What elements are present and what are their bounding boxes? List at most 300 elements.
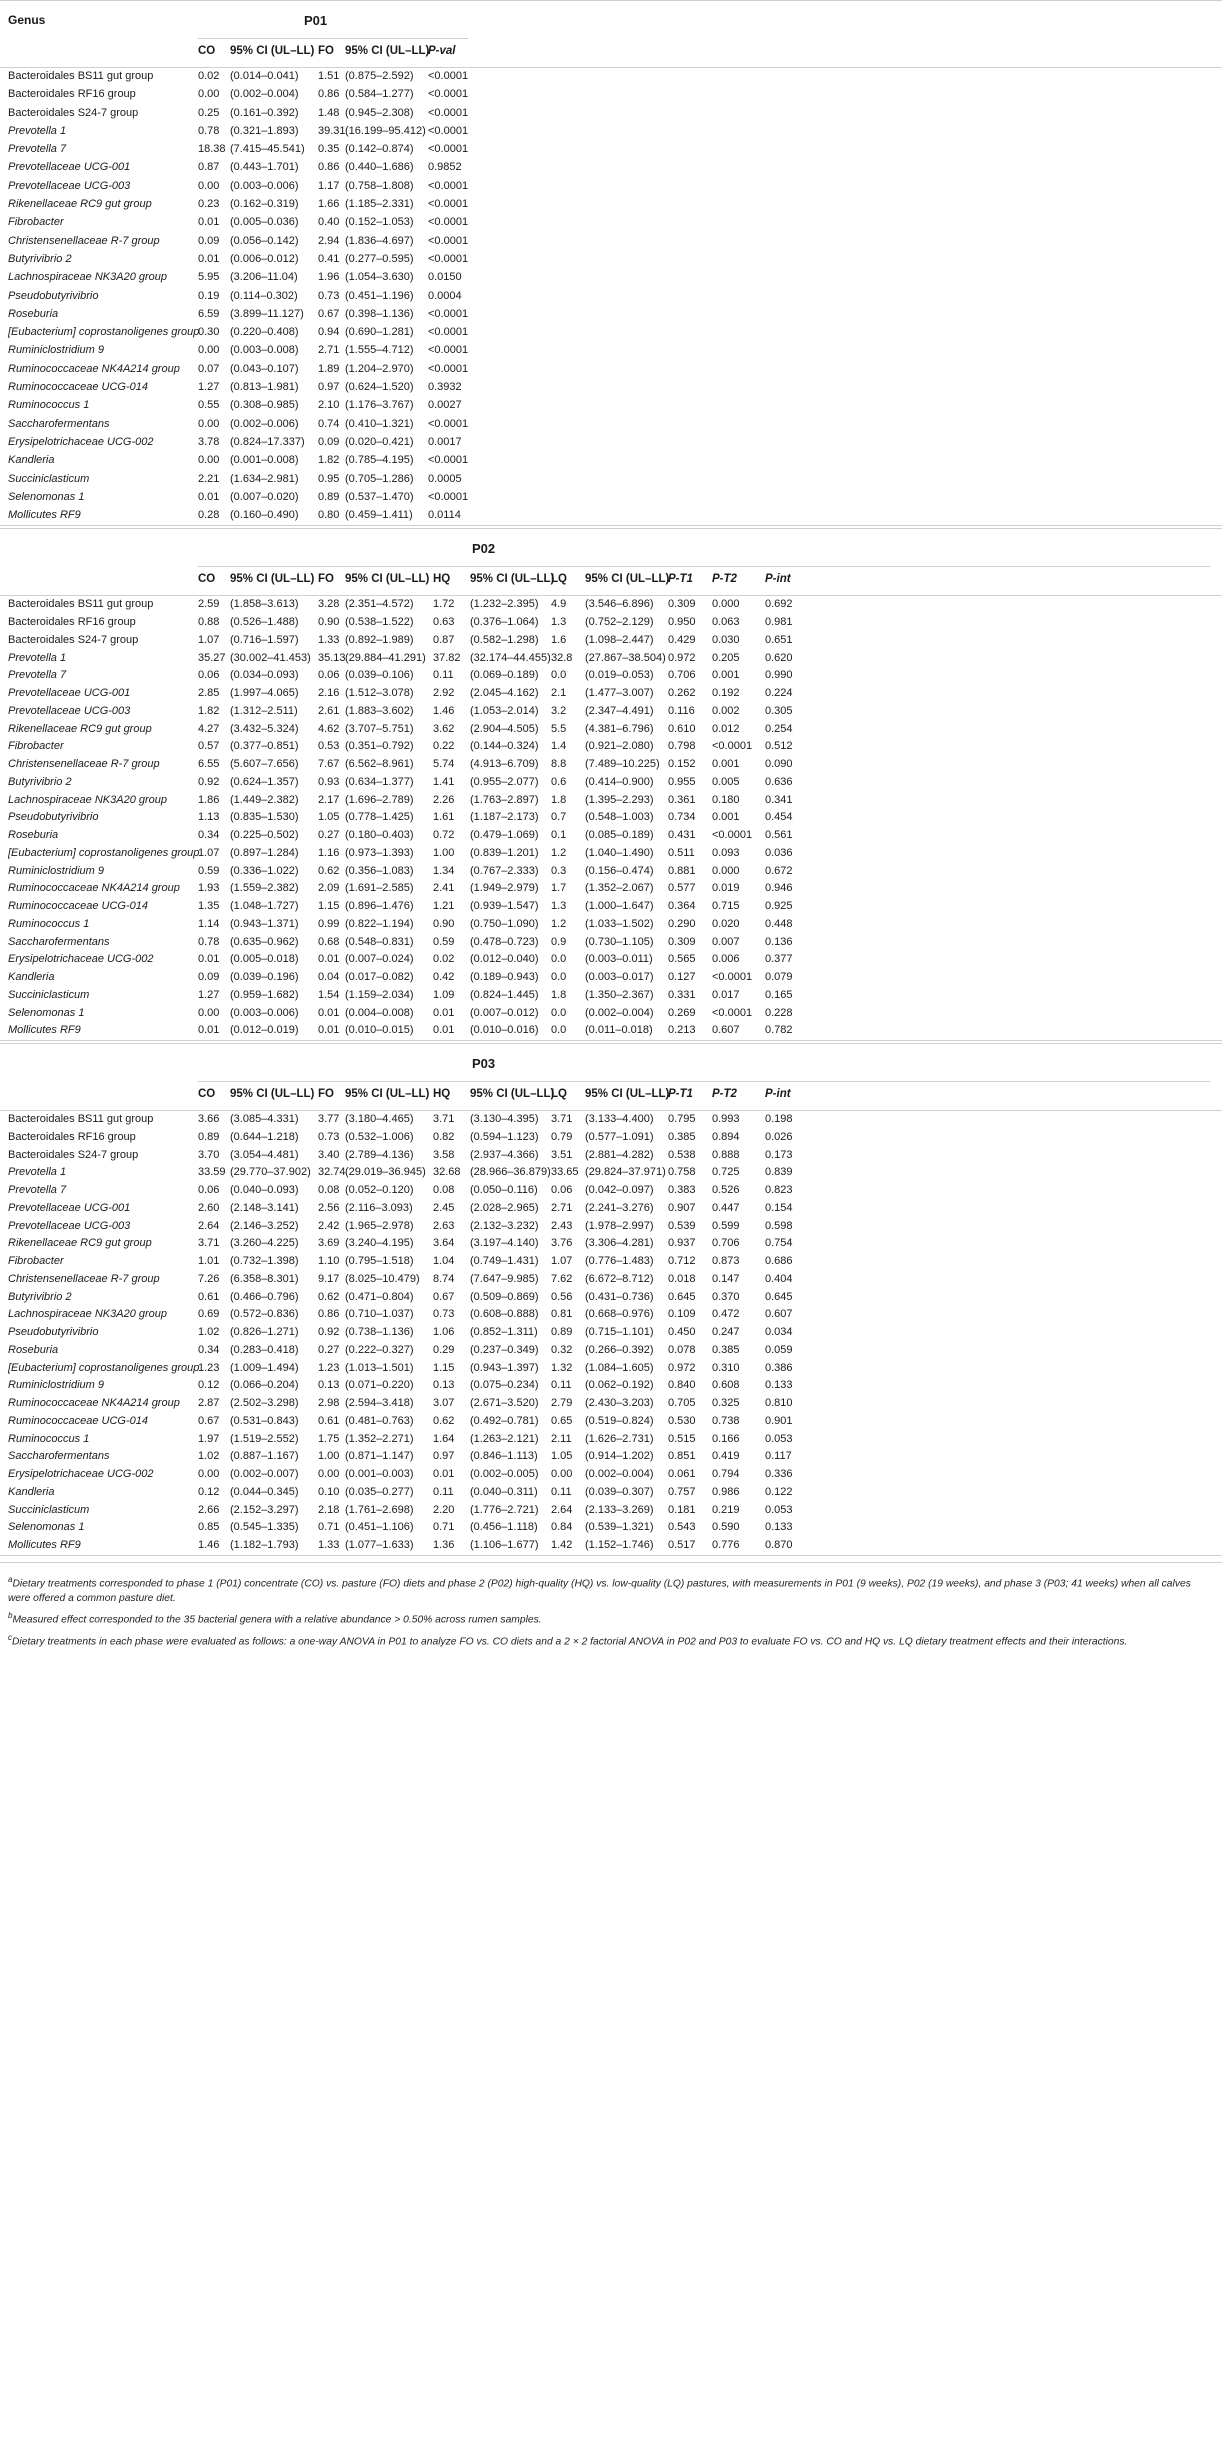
table-row — [0, 1484, 1222, 1502]
table-cell: 1.89 — [318, 362, 340, 375]
genus-name: Roseburia — [8, 307, 59, 320]
table-row — [0, 596, 1222, 614]
footnote-text: Dietary treatments in each phase were evaluated as follows: a one-way ANOVA in P01 to analyze FO vs. CO diets and a 2 × 2 factorial ANOVA in P02 and P03 to evaluate FO vs. CO and HQ vs. LQ dietary treatment effects and their interactions. — [12, 1636, 1128, 1648]
table-cell: <0.0001 — [428, 490, 469, 503]
table-cell: 0.27 — [318, 829, 340, 842]
table-row — [0, 397, 1222, 415]
table-cell: 2.17 — [318, 793, 340, 806]
genus-name: Ruminococcaceae NK4A214 group — [8, 1397, 180, 1410]
genus-name: Pseudobutyrivibrio — [8, 1326, 99, 1339]
table-row — [0, 1129, 1222, 1147]
table-cell: (0.443–1.701) — [230, 161, 299, 174]
table-cell: (1.883–3.602) — [345, 704, 414, 717]
table-cell: 0.09 — [318, 435, 340, 448]
table-cell: 2.42 — [318, 1219, 340, 1232]
table-cell: (3.130–4.395) — [470, 1113, 539, 1126]
table-cell: (0.006–0.012) — [230, 252, 299, 265]
table-cell: 0.254 — [765, 722, 793, 735]
column-header: CO — [198, 45, 216, 57]
genus-name: Mollicutes RF9 — [8, 509, 81, 522]
table-cell: 0.543 — [668, 1521, 696, 1534]
table-row — [0, 452, 1222, 470]
genus-name: Mollicutes RF9 — [8, 1024, 81, 1037]
table-cell: 0.705 — [668, 1397, 696, 1410]
table-cell: (1.048–1.727) — [230, 900, 299, 913]
table-cell: 2.64 — [551, 1503, 573, 1516]
table-cell: 0.11 — [433, 669, 454, 682]
table-row — [0, 1306, 1222, 1324]
table-cell: (0.040–0.311) — [470, 1485, 538, 1498]
table-cell: 0.782 — [765, 1024, 793, 1037]
table-cell: (1.053–2.014) — [470, 704, 539, 717]
table-cell: 0.981 — [765, 616, 793, 629]
table-cell: 0.794 — [712, 1468, 740, 1481]
table-cell: (0.624–1.357) — [230, 775, 299, 788]
table-cell: 0.71 — [318, 1521, 340, 1534]
table-cell: 0.539 — [668, 1219, 696, 1232]
table-cell: (0.007–0.020) — [230, 490, 299, 503]
table-cell: 0.511 — [668, 846, 695, 859]
genus-name: Selenomonas 1 — [8, 1521, 85, 1534]
table-cell: 0.645 — [765, 1290, 793, 1303]
column-header: 95% CI (UL–LL) — [585, 1088, 670, 1101]
table-cell: 2.64 — [198, 1219, 220, 1232]
genus-name: Prevotellaceae UCG-001 — [8, 687, 131, 700]
rows-p03 — [0, 1111, 1222, 1556]
table-cell: (1.176–3.767) — [345, 399, 414, 412]
table-row — [0, 1182, 1222, 1200]
table-cell: 0.08 — [433, 1184, 455, 1197]
table-cell: 0.67 — [318, 307, 340, 320]
table-cell: 1.00 — [318, 1450, 340, 1463]
table-cell: 0.325 — [712, 1397, 740, 1410]
genus-name: Prevotellaceae UCG-003 — [8, 1219, 131, 1232]
table-cell: (1.159–2.034) — [345, 988, 414, 1001]
table-cell: 1.75 — [318, 1432, 340, 1445]
table-cell: 0.901 — [765, 1414, 793, 1427]
table-cell: 1.21 — [433, 900, 455, 913]
table-row — [0, 1395, 1222, 1413]
table-cell: (0.044–0.345) — [230, 1485, 299, 1498]
table-cell: (0.471–0.804) — [345, 1290, 414, 1303]
column-header: 95% CI (UL–LL) — [230, 45, 315, 57]
genus-name: Rikenellaceae RC9 gut group — [8, 198, 152, 211]
table-cell: (0.007–0.012) — [470, 1006, 539, 1019]
genus-name: Prevotellaceae UCG-003 — [8, 179, 131, 192]
table-cell: 1.96 — [318, 271, 340, 284]
table-cell: 0.370 — [712, 1290, 740, 1303]
table-cell: 0.0 — [551, 669, 567, 682]
table-cell: 3.28 — [318, 598, 340, 611]
table-cell: 0.9852 — [428, 161, 462, 174]
table-cell: (0.839–1.201) — [470, 846, 539, 859]
table-row — [0, 1271, 1222, 1289]
table-cell: (0.043–0.107) — [230, 362, 299, 375]
table-cell: 0.0 — [551, 953, 567, 966]
table-row — [0, 306, 1222, 324]
table-cell: (1.106–1.677) — [470, 1539, 539, 1552]
genus-name: Ruminococcus 1 — [8, 1432, 90, 1445]
phase-title-p01: P01 — [304, 13, 328, 28]
table-cell: 0.447 — [712, 1201, 740, 1214]
table-cell: 2.16 — [318, 687, 340, 700]
genus-name: Prevotella 7 — [8, 143, 67, 156]
table-row — [0, 68, 1222, 86]
table-cell: (0.545–1.335) — [230, 1521, 299, 1534]
table-cell: 5.74 — [433, 758, 455, 771]
table-cell: 0.450 — [668, 1326, 696, 1339]
table-cell: 0.86 — [318, 1308, 340, 1321]
table-cell: (0.875–2.592) — [345, 70, 414, 82]
table-cell: (2.937–4.366) — [470, 1148, 539, 1161]
table-cell: 0.06 — [198, 669, 220, 682]
table-cell: (1.761–2.698) — [345, 1503, 414, 1516]
table-cell: 0.97 — [318, 381, 340, 394]
table-row — [0, 703, 1222, 721]
table-row — [0, 178, 1222, 196]
table-cell: (1.352–2.271) — [345, 1432, 414, 1445]
table-cell: 1.05 — [551, 1450, 573, 1463]
table-cell: (0.356–1.083) — [345, 864, 414, 877]
table-cell: (1.185–2.331) — [345, 198, 414, 211]
table-cell: 0.109 — [668, 1308, 696, 1321]
genus-name: Erysipelotrichaceae UCG-002 — [8, 435, 154, 448]
genus-name: Ruminococcaceae NK4A214 group — [8, 362, 180, 375]
genus-name: Selenomonas 1 — [8, 1006, 85, 1019]
table-row — [0, 1164, 1222, 1182]
table-cell: (1.763–2.897) — [470, 793, 539, 806]
table-cell: 2.56 — [318, 1201, 340, 1214]
table-cell: 0.01 — [433, 1468, 455, 1481]
table-cell: 0.598 — [765, 1219, 793, 1232]
section-p02 — [0, 528, 1222, 1041]
column-header: P-int — [765, 573, 791, 586]
table-cell: (1.352–2.067) — [585, 882, 654, 895]
table-cell: (2.881–4.282) — [585, 1148, 654, 1161]
table-cell: (0.005–0.018) — [230, 953, 299, 966]
table-cell: (0.034–0.093) — [230, 669, 299, 682]
table-cell: (0.577–1.091) — [585, 1130, 654, 1143]
table-cell: 0.0 — [551, 1024, 567, 1037]
table-cell: (0.710–1.037) — [345, 1308, 414, 1321]
table-row — [0, 1218, 1222, 1236]
table-cell: 0.61 — [318, 1414, 340, 1427]
table-cell: (0.456–1.118) — [470, 1521, 538, 1534]
table-row — [0, 614, 1222, 632]
table-cell: (0.160–0.490) — [230, 509, 299, 522]
table-cell: 1.23 — [198, 1361, 220, 1374]
table-cell: <0.0001 — [428, 216, 469, 229]
table-cell: (0.634–1.377) — [345, 775, 414, 788]
table-cell: 7.62 — [551, 1272, 573, 1285]
footnote-mark: a — [8, 1574, 13, 1584]
table-cell: 0.0 — [551, 971, 567, 984]
table-cell: 1.46 — [433, 704, 455, 717]
table-cell: 0.56 — [551, 1290, 573, 1303]
genus-name: Christensenellaceae R-7 group — [8, 234, 160, 247]
table-cell: 0.590 — [712, 1521, 740, 1534]
table-cell: 1.10 — [318, 1255, 340, 1268]
table-cell: 0.09 — [198, 234, 220, 247]
genus-name: [Eubacterium] coprostanoligenes group — [8, 326, 200, 339]
table-cell: 0.517 — [668, 1539, 696, 1552]
table-cell: 0.385 — [668, 1130, 696, 1143]
table-row — [0, 105, 1222, 123]
column-header: 95% CI (UL–LL) — [470, 1088, 555, 1101]
table-cell: 1.93 — [198, 882, 220, 895]
table-cell: 0.73 — [318, 1130, 340, 1143]
table-cell: (1.997–4.065) — [230, 687, 299, 700]
table-row — [0, 324, 1222, 342]
table-cell: 1.66 — [318, 198, 340, 211]
table-cell: 0.08 — [318, 1184, 340, 1197]
table-cell: (0.144–0.324) — [470, 740, 539, 753]
table-cell: 0.94 — [318, 326, 340, 339]
table-cell: 3.76 — [551, 1237, 573, 1250]
column-header: CO — [198, 573, 216, 586]
table-cell: 0.67 — [198, 1414, 220, 1427]
table-cell: (1.696–2.789) — [345, 793, 414, 806]
table-cell: (0.351–0.792) — [345, 740, 414, 753]
table-cell: (3.054–4.481) — [230, 1148, 299, 1161]
table-cell: (0.548–1.003) — [585, 811, 654, 824]
table-cell: 0.78 — [198, 935, 220, 948]
table-cell: (0.377–0.851) — [230, 740, 299, 753]
table-cell: <0.0001 — [428, 417, 469, 430]
phase-title-p02: P02 — [472, 541, 496, 557]
table-cell: (1.634–2.981) — [230, 472, 299, 485]
table-cell: 0.776 — [712, 1539, 740, 1552]
genus-name: Fibrobacter — [8, 216, 64, 229]
table-cell: 0.181 — [668, 1503, 696, 1516]
table-row — [0, 342, 1222, 360]
table-cell: 2.60 — [198, 1201, 220, 1214]
table-cell: (0.548–0.831) — [345, 935, 414, 948]
table-cell: 0.599 — [712, 1219, 740, 1232]
table-cell: (1.187–2.173) — [470, 811, 539, 824]
table-cell: 1.54 — [318, 988, 340, 1001]
table-cell: (1.519–2.552) — [230, 1432, 299, 1445]
table-cell: (0.939–1.547) — [470, 900, 539, 913]
table-cell: (2.430–3.203) — [585, 1397, 654, 1410]
table-cell: 2.59 — [198, 598, 220, 611]
table-cell: (0.955–2.077) — [470, 775, 539, 788]
table-cell: (0.526–1.488) — [230, 616, 299, 629]
table-cell: 0.364 — [668, 900, 696, 913]
table-cell: 1.48 — [318, 106, 340, 119]
genus-name: [Eubacterium] coprostanoligenes group — [8, 846, 200, 859]
table-cell: 0.00 — [198, 344, 220, 357]
genus-name: Prevotella 7 — [8, 1184, 67, 1197]
table-cell: <0.0001 — [428, 143, 469, 156]
table-cell: 0.020 — [712, 917, 740, 930]
genus-name: Pseudobutyrivibrio — [8, 811, 99, 824]
table-cell: 0.247 — [712, 1326, 740, 1339]
genus-name: Succiniclasticum — [8, 1503, 90, 1516]
table-cell: 1.72 — [433, 598, 455, 611]
table-cell: 0.92 — [198, 775, 220, 788]
table-cell: 0.90 — [433, 917, 455, 930]
table-cell: 3.71 — [433, 1113, 455, 1126]
table-cell: (0.414–0.900) — [585, 775, 654, 788]
table-cell: 0.11 — [551, 1485, 572, 1498]
table-cell: 0.9 — [551, 935, 567, 948]
column-header: FO — [318, 1088, 334, 1101]
table-cell: 0.10 — [318, 1485, 340, 1498]
table-row — [0, 934, 1222, 952]
table-cell: 0.41 — [318, 252, 340, 265]
table-cell: (3.707–5.751) — [345, 722, 414, 735]
table-cell: (0.897–1.284) — [230, 846, 299, 859]
column-header: CO — [198, 1088, 216, 1101]
table-cell: 1.41 — [433, 775, 455, 788]
table-cell: (0.852–1.311) — [470, 1326, 538, 1339]
table-cell: (27.867–38.504) — [585, 651, 666, 664]
table-cell: <0.0001 — [428, 362, 469, 375]
table-cell: 0.73 — [318, 289, 340, 302]
table-row — [0, 1537, 1222, 1556]
genus-name: Prevotella 7 — [8, 669, 67, 682]
table-cell: 3.58 — [433, 1148, 455, 1161]
table-cell: 0.079 — [765, 971, 793, 984]
table-cell: (7.415–45.541) — [230, 143, 305, 156]
table-cell: 0.706 — [668, 669, 696, 682]
table-cell: (3.240–4.195) — [345, 1237, 414, 1250]
genus-name: Succiniclasticum — [8, 988, 90, 1001]
table-cell: 1.14 — [198, 917, 220, 930]
table-cell: 0.005 — [712, 775, 740, 788]
table-cell: (6.562–8.961) — [345, 758, 414, 771]
table-row — [0, 416, 1222, 434]
table-cell: (16.199–95.412) — [345, 124, 426, 137]
table-cell: 0.840 — [668, 1379, 696, 1392]
table-cell: 32.8 — [551, 651, 573, 664]
genus-name: Rikenellaceae RC9 gut group — [8, 1237, 152, 1250]
table-row — [0, 1005, 1222, 1023]
table-cell: (0.767–2.333) — [470, 864, 539, 877]
table-cell: (0.431–0.736) — [585, 1290, 654, 1303]
table-cell: 0.97 — [433, 1450, 455, 1463]
table-cell: 0.11 — [551, 1379, 572, 1392]
table-cell: 0.29 — [433, 1343, 455, 1356]
table-cell: 0.71 — [433, 1521, 455, 1534]
table-cell: 1.15 — [318, 900, 340, 913]
table-cell: (1.040–1.490) — [585, 846, 654, 859]
table-cell: 0.86 — [318, 161, 340, 174]
table-cell: 0.706 — [712, 1237, 740, 1250]
table-cell: (0.943–1.371) — [230, 917, 299, 930]
table-cell: 0.87 — [433, 633, 455, 646]
table-cell: 0.061 — [668, 1468, 696, 1481]
table-cell: 1.64 — [433, 1432, 455, 1445]
table-cell: 0.133 — [765, 1521, 793, 1534]
table-cell: 0.341 — [765, 793, 793, 806]
table-cell: (0.019–0.053) — [585, 669, 654, 682]
table-cell: (0.715–1.101) — [585, 1326, 654, 1339]
table-cell: 0.88 — [198, 616, 220, 629]
table-cell: 0.00 — [198, 417, 220, 430]
genus-name: Prevotella 1 — [8, 651, 67, 664]
table-cell: 0.795 — [668, 1113, 696, 1126]
table-cell: (0.705–1.286) — [345, 472, 414, 485]
table-cell: (0.376–1.064) — [470, 616, 539, 629]
table-cell: 0.219 — [712, 1503, 740, 1516]
table-cell: 0.180 — [712, 793, 740, 806]
table-cell: 0.026 — [765, 1130, 793, 1143]
table-cell: (0.003–0.006) — [230, 179, 299, 192]
table-cell: (0.308–0.985) — [230, 399, 299, 412]
table-cell: (2.148–3.141) — [230, 1201, 299, 1214]
table-cell: (0.056–0.142) — [230, 234, 299, 247]
genus-name: Ruminiclostridium 9 — [8, 344, 104, 357]
table-cell: 1.3 — [551, 616, 567, 629]
section-header-p03 — [0, 1043, 1222, 1082]
table-cell: 1.07 — [551, 1255, 573, 1268]
table-cell: 0.154 — [765, 1201, 793, 1214]
genus-name: Christensenellaceae R-7 group — [8, 758, 160, 771]
footnote-divider — [0, 1562, 1222, 1563]
table-cell: 1.16 — [318, 846, 340, 859]
genus-name: Prevotellaceae UCG-001 — [8, 161, 131, 174]
genus-column-header: Genus — [8, 13, 46, 27]
genus-name: Ruminococcaceae UCG-014 — [8, 381, 149, 394]
column-header: 95% CI (UL–LL) — [345, 45, 430, 57]
table-cell: 0.6 — [551, 775, 567, 788]
table-row — [0, 269, 1222, 287]
column-header: 95% CI (UL–LL) — [585, 573, 670, 586]
table-cell: (0.003–0.011) — [585, 953, 653, 966]
table-cell: 0.35 — [318, 143, 340, 156]
table-cell: 0.565 — [668, 953, 696, 966]
table-cell: 1.42 — [551, 1539, 573, 1552]
table-cell: (0.478–0.723) — [470, 935, 539, 948]
table-cell: (4.381–6.796) — [585, 722, 654, 735]
table-cell: (0.481–0.763) — [345, 1414, 414, 1427]
table-cell: 0.61 — [198, 1290, 220, 1303]
table-cell: <0.0001 — [712, 1006, 753, 1019]
table-cell: 0.89 — [318, 490, 340, 503]
table-cell: 0.972 — [668, 1361, 696, 1374]
column-headers-p01 — [0, 39, 1222, 68]
table-cell: (0.003–0.017) — [585, 971, 654, 984]
table-cell: (1.949–2.979) — [470, 882, 539, 895]
table-row — [0, 880, 1222, 898]
table-cell: 0.00 — [551, 1468, 573, 1481]
table-cell: (1.263–2.121) — [470, 1432, 539, 1445]
column-header: P-T1 — [668, 573, 693, 586]
table-cell: 0.06 — [551, 1184, 573, 1197]
table-cell: 0.851 — [668, 1450, 696, 1463]
table-cell: 0.57 — [198, 740, 220, 753]
genus-name: Erysipelotrichaceae UCG-002 — [8, 953, 154, 966]
table-cell: 2.98 — [318, 1397, 340, 1410]
table-cell: (0.716–1.597) — [230, 633, 299, 646]
table-cell: 0.888 — [712, 1148, 740, 1161]
table-cell: 0.02 — [198, 70, 220, 82]
table-cell: (1.152–1.746) — [585, 1539, 654, 1552]
table-cell: 0.577 — [668, 882, 696, 895]
phase-title-p03: P03 — [472, 1056, 496, 1072]
table-cell: 4.9 — [551, 598, 567, 611]
table-cell: (0.943–1.397) — [470, 1361, 539, 1374]
table-row — [0, 1022, 1222, 1041]
table-cell: 0.383 — [668, 1184, 696, 1197]
genus-name: Kandleria — [8, 971, 55, 984]
table-cell: 0.72 — [433, 829, 455, 842]
table-cell: (0.152–1.053) — [345, 216, 414, 229]
genus-name: Succiniclasticum — [8, 472, 90, 485]
table-cell: 0.78 — [198, 124, 220, 137]
